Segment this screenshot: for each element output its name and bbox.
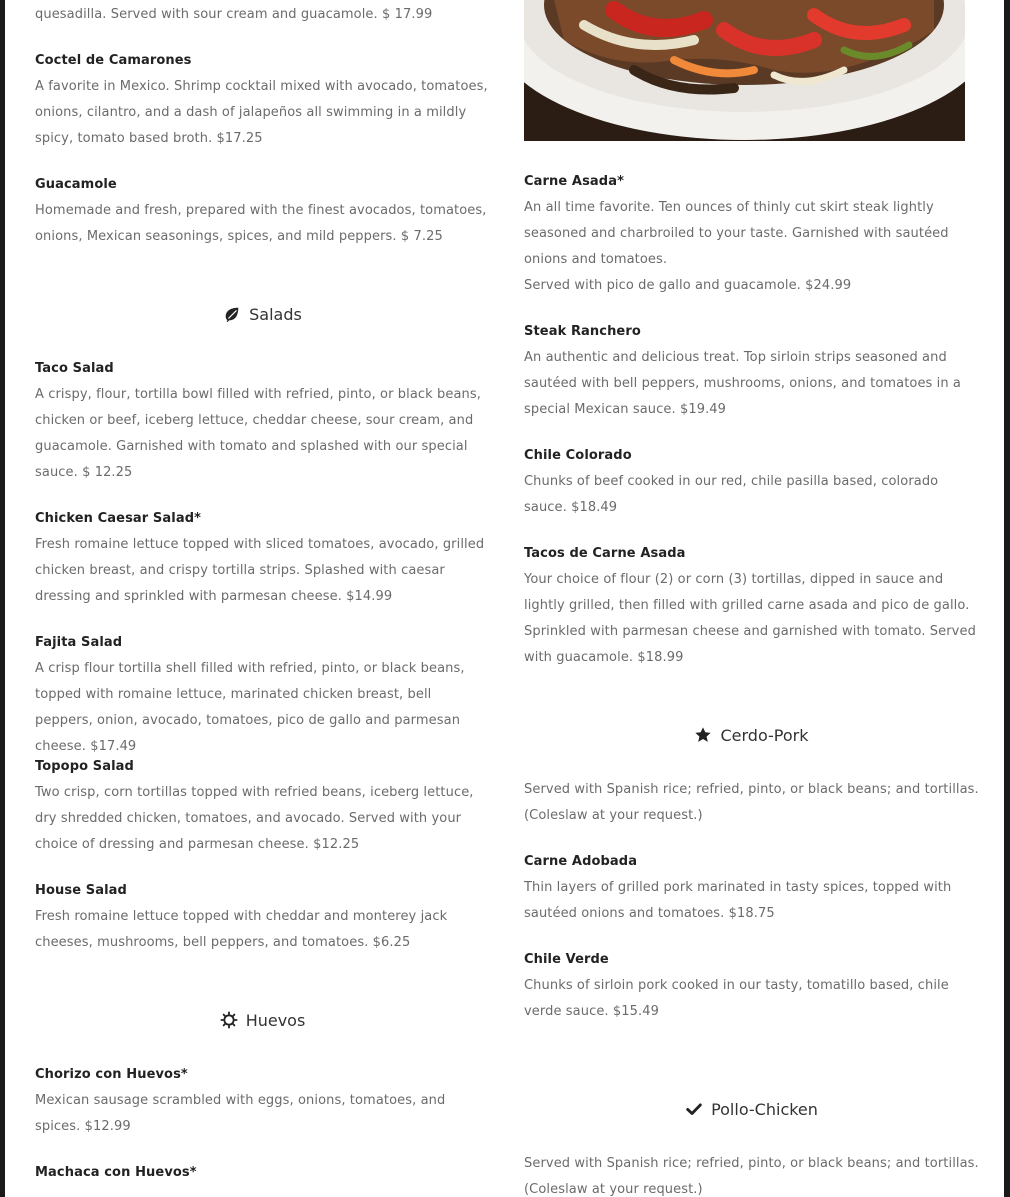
item-title: Chile Colorado [524,448,632,463]
item-title: Carne Asada* [524,174,624,189]
item-description: Mexican sausage scrambled with eggs, onions, tomatoes, and spices. $12.99 [35,1093,446,1134]
section-intro-text: Served with Spanish rice; refried, pinto, or black beans; and tortillas. (Coleslaw at your request.) [524,1156,979,1197]
menu-item-chicken-caesar-salad [35,506,490,610]
menu-item-fajita-salad [35,630,490,760]
leaf-icon [223,305,241,323]
item-description: Your choice of flour (2) or corn (3) tortillas, dipped in sauce and lightly grilled, then filled with grilled carne asada and pico de gallo. Sprinkled with parmesan cheese and garnished with tomato. Served with guacamole. $18.99 [524,572,976,665]
menu-item-chile-colorado [524,443,979,521]
star-icon [694,726,712,744]
item-description: Chunks of sirloin pork cooked in our tasty, tomatillo based, chile verde sauce. $15.49 [524,978,949,1019]
item-title: Tacos de Carne Asada [524,546,686,561]
section-intro-pork [524,777,979,829]
section-heading-pollo-chicken [524,1097,979,1123]
section-heading-label: Salads [249,305,302,324]
food-plate-photo [524,0,965,141]
menu-item-carne-adobada [524,849,979,927]
item-title: Carne Adobada [524,854,638,869]
item-title: House Salad [35,883,127,898]
item-description: Two crisp, corn tortillas topped with refried beans, iceberg lettuce, dry shredded chicken, tomatoes, and avocado. Served with your choice of dressing and parmesan cheese. $12.25 [35,785,474,852]
check-icon [685,1100,703,1118]
item-title: Taco Salad [35,361,114,376]
menu-item-chile-verde [524,947,979,1025]
menu-item-topopo-salad [35,754,490,858]
section-heading-cerdo-pork [524,723,979,749]
item-description: A crisp flour tortilla shell filled with refried, pinto, or black beans, topped with romaine lettuce, marinated chicken breast, bell peppers, onion, avocado, tomatoes, pico de gallo and parmesan cheese. $17.49 [35,661,465,754]
menu-item-steak-ranchero [524,319,979,423]
section-heading-huevos [35,1008,490,1034]
item-title: Chorizo con Huevos* [35,1067,188,1082]
menu-item-taco-salad [35,356,490,486]
item-description-serving: Served with pico de gallo and guacamole. $24.99 [524,278,852,293]
item-description: Thin layers of grilled pork marinated in tasty spices, topped with sautéed onions and tomatoes. $18.75 [524,880,952,921]
menu-item-carne-asada [524,169,979,299]
item-title: Topopo Salad [35,759,134,774]
menu-item-chorizo-con-huevos [35,1062,490,1140]
item-description: A favorite in Mexico. Shrimp cocktail mixed with avocado, tomatoes, onions, cilantro, and a dash of jalapeños all swimming in a mildly spicy, tomato based broth. $17.25 [35,79,488,146]
item-title: Chile Verde [524,952,609,967]
item-description: Homemade and fresh, prepared with the finest avocados, tomatoes, onions, Mexican seasonings, spices, and mild peppers. $ 7.25 [35,203,487,244]
item-description: Fresh romaine lettuce topped with sliced tomatoes, avocado, grilled chicken breast, and crispy tortilla strips. Splashed with caesar dressing and sprinkled with parmesan cheese. $14.99 [35,537,485,604]
plate-illustration [524,0,965,141]
section-heading-salads [35,302,490,328]
section-heading-label: Cerdo-Pork [720,726,809,745]
section-intro-text: Served with Spanish rice; refried, pinto, or black beans; and tortillas. (Coleslaw at your request.) [524,782,979,823]
sun-icon [220,1011,238,1029]
item-title: Guacamole [35,177,117,192]
section-heading-label: Huevos [245,1011,306,1030]
item-title: Fajita Salad [35,635,123,650]
item-title: Steak Ranchero [524,324,641,339]
item-title: Machaca con Huevos* [35,1165,197,1180]
menu-page [5,0,1004,1197]
item-title: Chicken Caesar Salad* [35,511,201,526]
item-description: An all time favorite. Ten ounces of thinly cut skirt steak lightly seasoned and charbroiled to your taste. Garnished with sautéed onions and tomatoes. [524,200,949,267]
menu-item-house-salad [35,878,490,956]
item-title: Coctel de Camarones [35,53,192,68]
menu-item-coctel-de-camarones [35,48,490,152]
section-intro-chicken [524,1151,979,1197]
menu-item-guacamole [35,172,490,250]
menu-item-snippet [35,2,490,28]
section-heading-label: Pollo-Chicken [711,1100,818,1119]
item-description: A crispy, flour, tortilla bowl filled with refried, pinto, or black beans, chicken or beef, iceberg lettuce, cheddar cheese, sour cream, and guacamole. Garnished with tomato and splashed with our special sauce. $ 12.25 [35,387,481,480]
menu-item-machaca-con-huevos [35,1160,490,1186]
item-description: Chunks of beef cooked in our red, chile pasilla based, colorado sauce. $18.49 [524,474,939,515]
item-description: Fresh romaine lettuce topped with cheddar and monterey jack cheeses, mushrooms, bell peppers, and tomatoes. $6.25 [35,909,448,950]
item-description: quesadilla. Served with sour cream and guacamole. $ 17.99 [35,7,433,22]
item-description: An authentic and delicious treat. Top sirloin strips seasoned and sautéed with bell peppers, mushrooms, onions, and tomatoes in a special Mexican sauce. $19.49 [524,350,962,417]
menu-item-tacos-de-carne-asada [524,541,979,671]
